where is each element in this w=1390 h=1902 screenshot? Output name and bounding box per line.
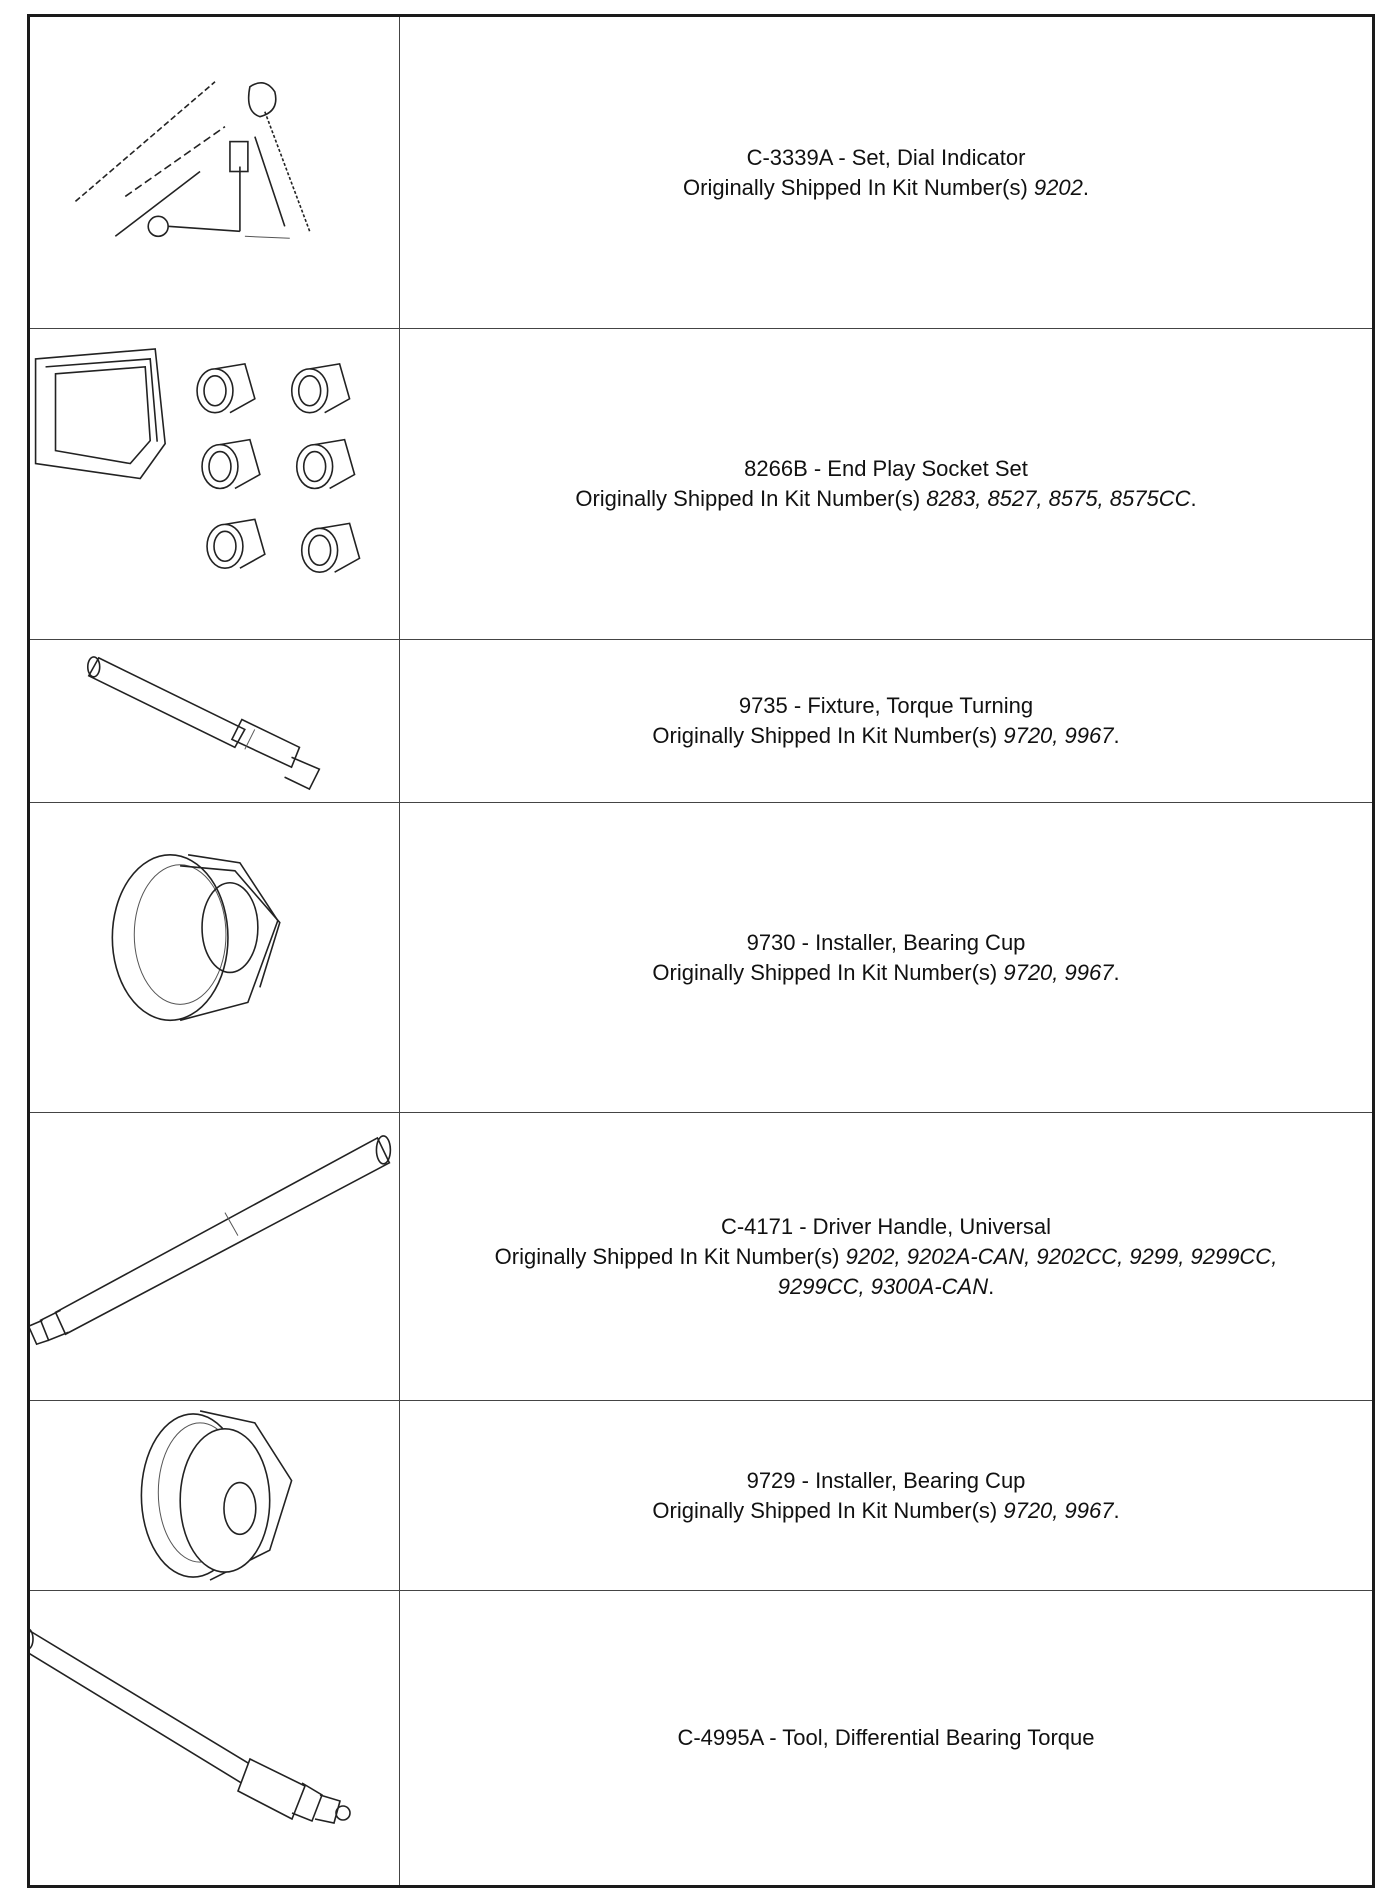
universal-driver-handle-drawing	[30, 1113, 399, 1400]
kit-numbers-continued: 9299CC, 9300A-CAN.	[777, 1273, 995, 1299]
tool-description	[400, 1401, 1372, 1590]
torque-turning-fixture-illustration	[30, 640, 400, 802]
kit-numbers: Originally Shipped In Kit Number(s) 9720, 9967.	[652, 959, 1120, 985]
tool-title: 9730 - Installer, Bearing Cup	[746, 929, 1026, 955]
table-row	[30, 17, 1372, 329]
tool-description	[400, 1113, 1372, 1400]
bearing-cup-installer-drawing	[30, 803, 399, 1112]
torque-turning-fixture-drawing	[30, 640, 399, 802]
tool-description	[400, 640, 1372, 802]
tool-title: 8266B - End Play Socket Set	[744, 456, 1028, 481]
tool-title: C-4171 - Driver Handle, Universal	[720, 1213, 1052, 1239]
tool-description	[400, 1591, 1372, 1885]
tool-description	[400, 329, 1372, 639]
kit-numbers: Originally Shipped In Kit Number(s) 8283, 8527, 8575, 8575CC.	[575, 486, 1197, 511]
tool-table	[27, 14, 1375, 1888]
tool-description	[400, 17, 1372, 328]
differential-bearing-torque-tool-illustration	[30, 1591, 400, 1885]
universal-driver-handle-illustration	[30, 1113, 400, 1400]
table-row	[30, 803, 1372, 1113]
bearing-cup-installer-small-drawing	[30, 1401, 399, 1590]
bearing-cup-installer-illustration	[30, 803, 400, 1112]
kit-numbers: Originally Shipped In Kit Number(s) 9202.	[683, 174, 1089, 200]
table-row	[30, 1591, 1372, 1885]
tool-title: C-4995A - Tool, Differential Bearing Torque	[677, 1725, 1095, 1750]
bearing-cup-installer-small-illustration	[30, 1401, 400, 1590]
table-row	[30, 1113, 1372, 1401]
tool-description	[400, 803, 1372, 1112]
end-play-socket-set-illustration	[30, 329, 400, 639]
end-play-socket-set-drawing	[30, 329, 399, 639]
kit-numbers: Originally Shipped In Kit Number(s) 9720, 9967.	[652, 1497, 1120, 1523]
kit-numbers: Originally Shipped In Kit Number(s) 9202, 9202A-CAN, 9202CC, 9299, 9299CC,	[494, 1243, 1278, 1269]
tool-title: 9729 - Installer, Bearing Cup	[746, 1467, 1026, 1493]
tool-title: 9735 - Fixture, Torque Turning	[738, 693, 1034, 718]
tool-title: C-3339A - Set, Dial Indicator	[746, 144, 1026, 170]
table-row	[30, 640, 1372, 803]
table-row	[30, 329, 1372, 640]
dial-indicator-set-drawing	[30, 17, 399, 328]
dial-indicator-set-illustration	[30, 17, 400, 328]
differential-bearing-torque-tool-drawing	[30, 1591, 399, 1885]
table-row	[30, 1401, 1372, 1591]
kit-numbers: Originally Shipped In Kit Number(s) 9720, 9967.	[652, 723, 1120, 748]
